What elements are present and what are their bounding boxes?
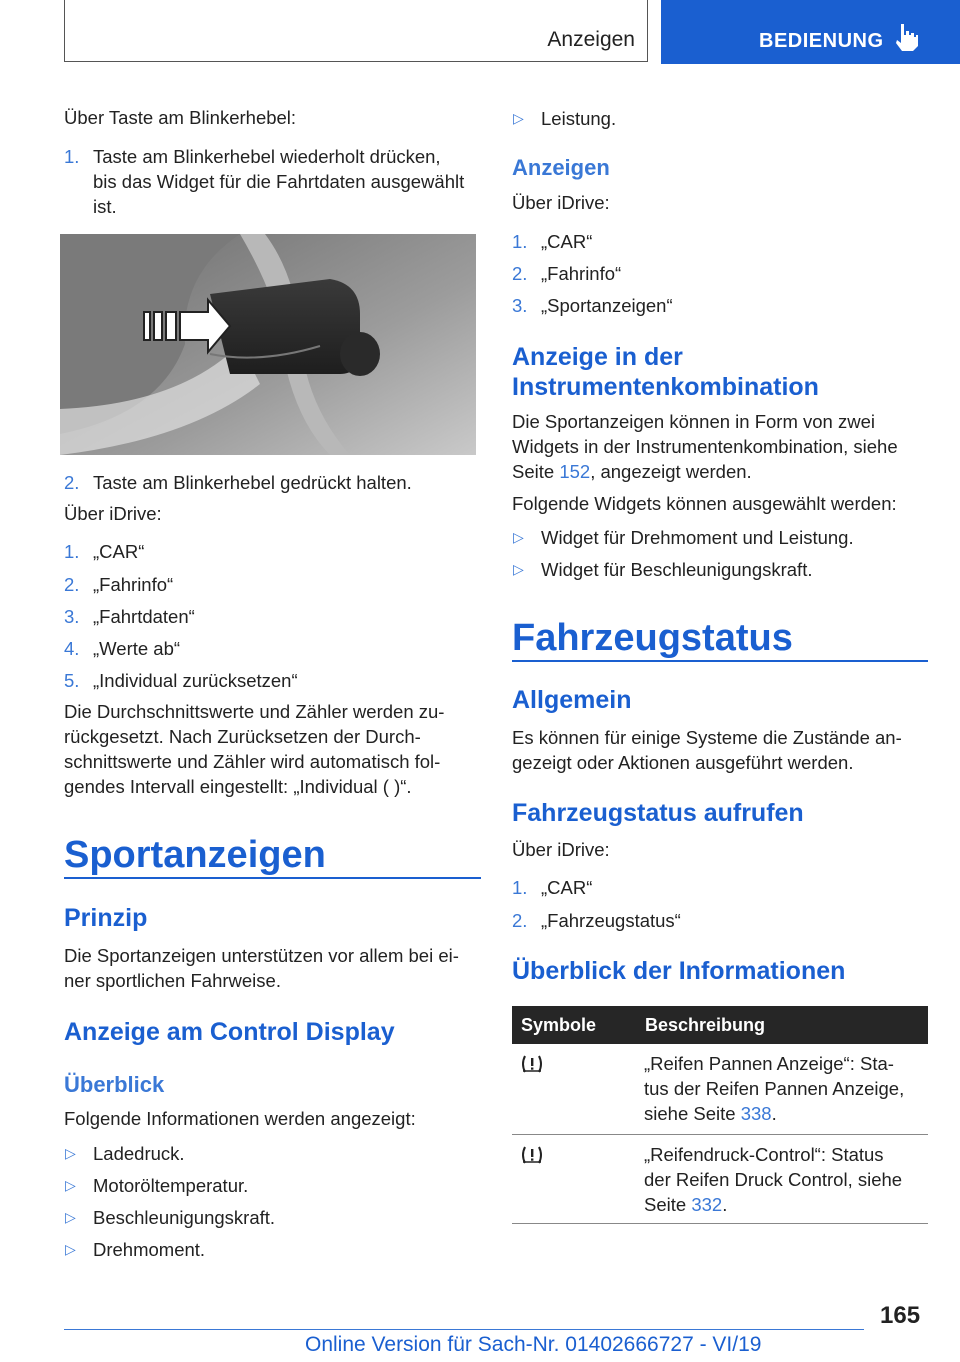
tire-warning-icon	[518, 1145, 546, 1165]
paragraph-line: schnittswerte und Zähler wird automatisch fol-	[64, 751, 441, 772]
paragraph-line: rückgesetzt. Nach Zurücksetzen der Durch-	[64, 726, 421, 747]
step-number: 2.	[512, 263, 528, 284]
table-row-divider	[512, 1223, 928, 1224]
step-list-item	[512, 875, 592, 900]
step-text: „Fahrinfo“	[93, 574, 174, 595]
triangle-right-icon: ▷	[513, 561, 524, 577]
page-link-332[interactable]: 332	[691, 1194, 723, 1215]
triangle-right-icon: ▷	[513, 529, 524, 545]
footer-online-version: Online Version für Sach-Nr. 01402666727 - VI/19	[305, 1333, 762, 1356]
bullet-text: Motoröltemperatur.	[93, 1175, 249, 1196]
step-text-line: ist.	[93, 196, 117, 217]
page-link-152[interactable]: 152	[559, 461, 591, 482]
idrive-label: Über iDrive:	[512, 192, 610, 213]
table-cell-line: „Reifen Pannen Anzeige“: Sta-	[644, 1053, 894, 1074]
table-row-divider	[512, 1134, 928, 1135]
bullet-text: Beschleunigungskraft.	[93, 1207, 276, 1228]
paragraph-line: , angezeigt werden.	[590, 461, 752, 482]
step-text: „Fahrinfo“	[541, 263, 622, 284]
heading-line: Instrumentenkombination	[512, 373, 819, 401]
reset-paragraph	[64, 699, 482, 799]
heading-anzeigen: Anzeigen	[512, 155, 610, 180]
step-text: „Werte ab“	[93, 638, 181, 659]
paragraph-line: Seite	[512, 461, 560, 482]
bullet-text: Leistung.	[541, 108, 617, 129]
heading-control-display: Anzeige am Control Display	[64, 1018, 395, 1046]
hand-pointer-icon	[893, 22, 919, 52]
step-text-line: bis das Widget für die Fahrtdaten ausgewählt	[93, 171, 465, 192]
step-number: 1.	[64, 146, 80, 167]
step-text: „Individual zurücksetzen“	[93, 670, 298, 691]
table-cell-line: .	[722, 1194, 728, 1215]
step-list-item	[64, 604, 195, 629]
step-text: „Fahrzeugstatus“	[541, 910, 681, 931]
intro-text: Über Taste am Blinkerhebel:	[64, 107, 297, 128]
heading-fahrzeugstatus-aufrufen: Fahrzeugstatus aufrufen	[512, 799, 804, 827]
step-list-item	[512, 261, 621, 286]
table-cell-line: Seite	[644, 1194, 692, 1215]
table-header-symbole: Symbole	[521, 1015, 597, 1035]
step-text: Taste am Blinkerhebel gedrückt halten.	[93, 472, 412, 493]
paragraph-line: ner sportlichen Fahrweise.	[64, 970, 281, 991]
step-number: 1.	[64, 541, 80, 562]
bullet-text: Widget für Drehmoment und Leistung.	[541, 527, 854, 548]
step-text: „CAR“	[541, 231, 593, 252]
table-cell-line: siehe Seite	[644, 1103, 741, 1124]
turn-signal-lever-illustration	[60, 234, 476, 455]
paragraph-line: gezeigt oder Aktionen ausgeführt werden.	[512, 752, 854, 773]
paragraph-line: gendes Intervall eingestellt: „Individual ( )“.	[64, 776, 412, 797]
heading-ueberblick: Überblick	[64, 1072, 165, 1097]
triangle-right-icon: ▷	[65, 1209, 76, 1225]
heading-rule	[64, 877, 481, 879]
heading-fahrzeugstatus: Fahrzeugstatus	[512, 617, 793, 659]
step-list-item	[64, 539, 144, 564]
step-number: 1.	[512, 877, 528, 898]
step-list-item	[64, 572, 173, 597]
step-number: 2.	[64, 472, 80, 493]
info-table-header	[512, 1006, 928, 1044]
header-chapter-label: BEDIENUNG	[759, 30, 884, 52]
idrive-label: Über iDrive:	[64, 503, 162, 524]
paragraph-line: Es können für einige Systeme die Zustände an-	[512, 727, 902, 748]
step-list-item	[64, 144, 482, 219]
step-number: 3.	[64, 606, 80, 627]
step-number: 2.	[512, 910, 528, 931]
triangle-right-icon: ▷	[65, 1177, 76, 1193]
page-link-338[interactable]: 338	[740, 1103, 772, 1124]
paragraph-line: Widgets in der Instrumentenkombination, siehe	[512, 436, 898, 457]
step-list-item	[512, 293, 673, 318]
step-text: Taste am Blinkerhebel wiederholt drücken,	[93, 146, 441, 167]
table-header-beschreibung: Beschreibung	[645, 1015, 766, 1035]
allgemein-paragraph	[512, 725, 932, 775]
header-section-title: Anzeigen	[547, 28, 635, 51]
step-list-item	[64, 470, 412, 495]
widgets-intro: Folgende Widgets können ausgewählt werden:	[512, 493, 897, 514]
heading-ueberblick-informationen: Überblick der Informationen	[512, 957, 846, 985]
table-cell-line: tus der Reifen Pannen Anzeige,	[644, 1078, 905, 1099]
step-number: 5.	[64, 670, 80, 691]
step-number: 1.	[512, 231, 528, 252]
heading-rule	[512, 660, 928, 662]
heading-line: Anzeige in der	[512, 343, 683, 371]
prinzip-paragraph	[64, 943, 482, 993]
table-row	[644, 1051, 934, 1126]
bullet-text: Drehmoment.	[93, 1239, 206, 1260]
page-number: 165	[880, 1302, 921, 1329]
heading-allgemein: Allgemein	[512, 686, 632, 714]
step-number: 2.	[64, 574, 80, 595]
instr-paragraph	[512, 409, 932, 484]
triangle-right-icon: ▷	[65, 1145, 76, 1161]
heading-instrumentenkombination	[512, 342, 819, 402]
paragraph-line: Die Durchschnittswerte und Zähler werden zu-	[64, 701, 445, 722]
step-list-item	[64, 668, 298, 693]
step-number: 3.	[512, 295, 528, 316]
table-cell-line: .	[771, 1103, 777, 1124]
idrive-label: Über iDrive:	[512, 839, 610, 860]
table-cell-line: der Reifen Druck Control, siehe	[644, 1169, 903, 1190]
ueberblick-intro: Folgende Informationen werden angezeigt:	[64, 1108, 416, 1129]
step-list-item	[512, 908, 681, 933]
heading-prinzip: Prinzip	[64, 904, 148, 932]
bullet-text: Widget für Beschleunigungskraft.	[541, 559, 813, 580]
paragraph-line: Die Sportanzeigen unterstützen vor allem bei ei-	[64, 945, 459, 966]
step-text: „CAR“	[541, 877, 593, 898]
tire-warning-icon	[518, 1054, 546, 1074]
table-cell-line: „Reifendruck-Control“: Status	[644, 1144, 884, 1165]
bullet-text: Ladedruck.	[93, 1143, 185, 1164]
triangle-right-icon: ▷	[513, 110, 524, 126]
header-chapter-tab	[661, 0, 960, 64]
step-text: „CAR“	[93, 541, 145, 562]
step-number: 4.	[64, 638, 80, 659]
step-list-item	[512, 229, 592, 254]
paragraph-line: Die Sportanzeigen können in Form von zwei	[512, 411, 875, 432]
step-list-item	[64, 636, 180, 661]
triangle-right-icon: ▷	[65, 1241, 76, 1257]
step-text: „Fahrtdaten“	[93, 606, 195, 627]
step-text: „Sportanzeigen“	[541, 295, 673, 316]
footer-rule	[64, 1329, 864, 1330]
table-row	[644, 1142, 934, 1217]
heading-sportanzeigen: Sportanzeigen	[64, 834, 326, 876]
